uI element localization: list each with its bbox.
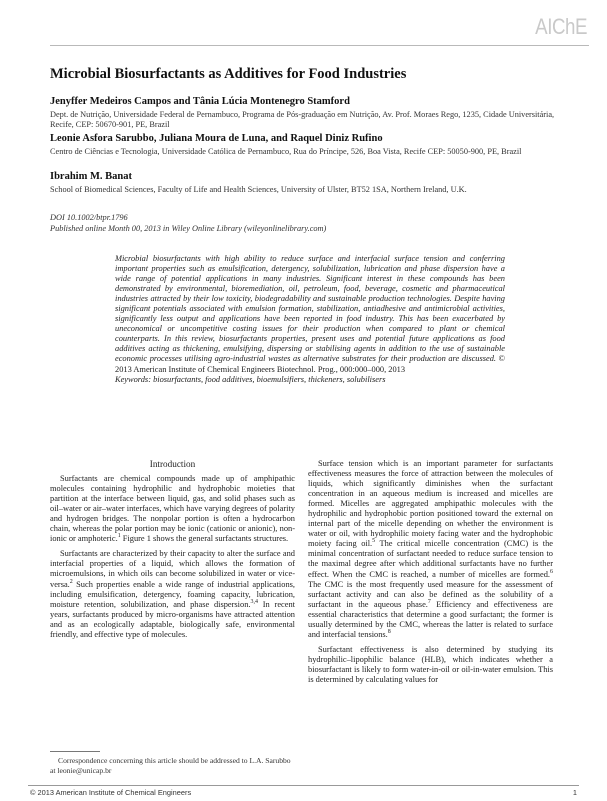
- abstract: [115, 254, 505, 385]
- citation-ref: 3,4: [250, 598, 258, 605]
- header-rule: [50, 45, 589, 46]
- citation-ref: 5: [372, 538, 376, 545]
- abstract-journal: Biotechnol. Prog.: [276, 364, 336, 374]
- affiliation-1: Dept. de Nutrição, Universidade Federal de Pernambuco, Programa de Pós-graduação em Nutrição, Av. Prof. Moraes Rego, 1235, Cidade Universitária, Recife, CEP: 50670-901, PE, Brazil: [50, 110, 555, 129]
- footer-rule: [28, 785, 579, 786]
- published-line: Published online Month 00, 2013 in Wiley Online Library (wileyonlinelibrary.com): [50, 224, 327, 233]
- section-heading-introduction: Introduction: [149, 459, 196, 469]
- abstract-copyright: © 2013 American Institute of Chemical Engineers: [115, 354, 505, 374]
- paragraph: Surfactants are characterized by their capacity to alter the surface and interfacial properties of a liquid, which allows the formation of microemulsions, in which oils can become solubilized in water or vice-versa.$^2$ Such properties enable a wide range of industrial applications, including emulsification, detergency, foaming capacity, lubrication, moisture retention, solubilization, and phase dispersion.$^{3,4}$ In recent years, surfactants produced by micro-organisms have attracted attention and as an ecologically adaptable, biologically safe, environmental friendly, and effective type of molecules.: [50, 549, 295, 639]
- correspondence-footnote: Correspondence concerning this article should be addressed to L.A. Sarubbo at leonie@unicap.br: [50, 756, 291, 775]
- citation-ref: 8: [387, 629, 391, 635]
- keywords: Keywords: biosurfactants, food additives, bioemulsifiers, thickeners, solubilisers: [115, 374, 386, 384]
- citation-ref: 2: [69, 578, 73, 585]
- right-column: [308, 459, 553, 685]
- paragraph: Surfactant effectiveness is also determined by studying its hydrophilic–lipophilic balance (HLB), which indicates whether a biosurfactant is likely to form water-in-oil or oil-in-water emulsion. This is determined by calculating values for: [308, 644, 553, 684]
- citation-ref: 7: [427, 598, 431, 605]
- citation-ref: 6: [550, 568, 553, 575]
- affiliation-3: School of Biomedical Sciences, Faculty of Life and Health Sciences, University of Ulster, BT52 1SA, Northern Ireland, U.K.: [50, 185, 467, 194]
- author-group-3: Ibrahim M. Banat: [50, 171, 132, 182]
- paragraph: Surfactants are chemical compounds made up of amphipathic molecules containing hydrophilic and hydrophobic moieties that partition at the interface between liquid, gas, and solid phases such as oil–water or air–water interfaces, which have varying degrees of polarity and hydrogen bridges. The nonpolar portion is often a hydrocarbon chain, whereas the polar portion may be ionic (cationic or anionic), non-ionic or amphoteric.$^1$ Figure 1 shows the general surfactants structures.: [50, 474, 295, 544]
- left-column: [50, 459, 295, 640]
- paragraph: Surface tension which is an important parameter for surfactants effectiveness measures the force of attraction between the molecules of liquids, which significantly diminishes when the surfactant concentration in an aqueous medium is increased and micelles are formed. Micelles are aggregated amphipathic molecules with the hydrophilic and hydrophobic portion positioned toward the external on internal part of the micelle depending on whether the environment is water or oil, with hydrophilic moiety facing water and the hydrophobic moiety facing oil.$^5$ The critical micelle concentration (CMC) is the minimal concentration of surfactant needed to reduce surface tension to the maximal degree after which additional surfactants have no further effect. When the CMC is reached, a number of micelles are formed.$^6$ The CMC is the most frequently used measure for the assessment of surfactant activity and can also be defined as the solubility of a surfactant in the aqueous phase.$^7$ Efficiency and effectiveness are essential characteristics that determine a good surfactant; the former is usually determined by the CMC, whereas the latter is related to surface and interfacial tensions.$^8$: [308, 459, 553, 639]
- doi-line: DOI 10.1002/btpr.1796: [50, 213, 128, 222]
- footer-copyright: © 2013 American Institute of Chemical Engineers: [30, 788, 192, 797]
- article-title: Microbial Biosurfactants as Additives for Food Industries: [50, 66, 407, 82]
- footnote-rule: [50, 751, 100, 752]
- author-group-1: Jenyffer Medeiros Campos and Tânia Lúcia Montenegro Stamford: [50, 96, 350, 107]
- page-number: 1: [572, 788, 577, 797]
- abstract-text: Microbial biosurfactants with high ability to reduce surface and interfacial surface tension and conferring important properties such as emulsification, detergency, solubilization, lubrication and phase dispersion have a wide range of potential applications in many industries. Significant interest in these compounds has been demonstrated by environmental, bioremediation, oil, petroleum, food, beverage, cosmetic and pharmaceutical industries attracted by their low toxicity, biodegradability and sustainable production technologies. Despite having significant potentials associated with emulsion formation, stabilization, antiadhesive and antimicrobial activities, significantly less output and applications have been reported in food industry. This has been exacerbated by uneconomical or uncompetitive costing issues for their production when compared to plant or chemical counterparts. In this review, biosurfactants properties, present uses and potential future applications as food additives acting as thickening, emulsifying, dispersing or stabilising agents in addition to the use of sustainable economic processes utilising agro-industrial wastes as alternative substrates for their production are discussed.: [115, 254, 505, 364]
- affiliation-2: Centro de Ciências e Tecnologia, Universidade Católica de Pernambuco, Rua do Príncipe, 526, Boa Vista, Recife CEP: 50050-900, PE, Brazil: [50, 147, 522, 156]
- author-group-2: Leonie Asfora Sarubbo, Juliana Moura de Luna, and Raquel Diniz Rufino: [50, 133, 383, 144]
- citation-ref: 1: [117, 533, 121, 540]
- aiche-logo: AIChE: [535, 14, 587, 39]
- abstract-citation: , 000:000–000, 2013: [335, 364, 406, 374]
